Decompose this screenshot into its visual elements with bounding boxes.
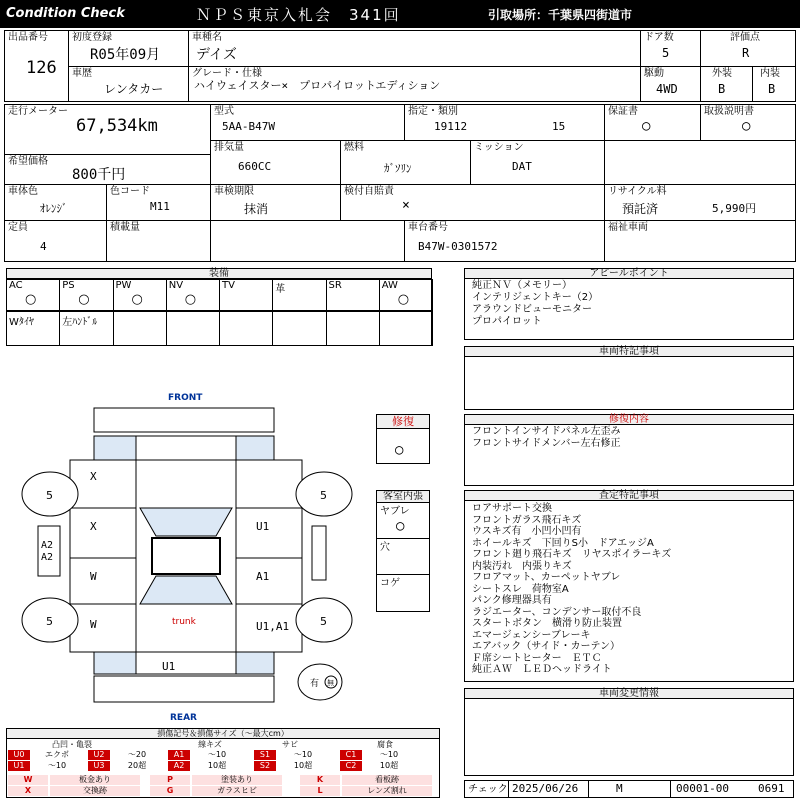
first-reg: R05年09月 — [90, 47, 161, 63]
recycle-status: 預託済 — [622, 202, 659, 216]
legend-desc: ガラスヒビ — [192, 786, 282, 796]
car-damage-diagram — [0, 386, 376, 726]
interior-tear-mark: ○ — [396, 518, 405, 534]
legend-group: 線キズ — [198, 740, 222, 749]
grade-label: グレード・仕様 — [192, 68, 262, 79]
capacity-label: 定員 — [8, 222, 28, 233]
legend-group: 腐食 — [377, 740, 393, 749]
equipment-label: PW — [115, 280, 132, 291]
exterior: B — [718, 82, 726, 96]
score-label: 評価点 — [730, 32, 760, 43]
legend-desc: ～10 — [207, 750, 227, 759]
pickup-location: 引取場所：千葉県四街道市 — [488, 8, 633, 22]
warranty-label: 保証書 — [608, 106, 638, 117]
equipment-mark: ○ — [397, 292, 410, 307]
legend-code: W — [8, 775, 48, 785]
first-reg-label: 初度登録 — [72, 32, 112, 43]
changes-title: 車両変更情報 — [465, 689, 793, 699]
equipment-cell-sr — [326, 279, 380, 311]
legend-code: C1 — [340, 750, 362, 760]
chassis-label: 車台番号 — [408, 222, 448, 233]
legend-code: U2 — [88, 750, 110, 760]
mark-rear-bumper: U1 — [162, 660, 176, 673]
legend-desc: ～20 — [127, 750, 147, 759]
price: 800千円 — [72, 167, 126, 183]
legend-code: U0 — [8, 750, 30, 760]
legend-code: X — [8, 786, 48, 796]
equipment-mark: ○ — [131, 292, 143, 307]
header-bar — [0, 0, 800, 28]
tax-label: 検付自賠責 — [344, 186, 394, 197]
mark-right-front-door: U1 — [256, 520, 270, 533]
mark-right-rear-fender: U1,A1 — [256, 620, 290, 633]
inspection: 抹消 — [244, 202, 269, 216]
type: 5AA-B47W — [222, 120, 275, 133]
equipment-cell-row2 — [272, 311, 326, 346]
drive: 4WD — [656, 82, 678, 96]
footer-code-1: 00001-00 — [676, 782, 729, 795]
legend-code: P — [150, 775, 190, 785]
mark-right-rear-door: A1 — [256, 570, 270, 583]
recycle-fee: 5,990円 — [712, 202, 757, 215]
interior-burn-label: コゲ — [380, 578, 400, 589]
check-label: チェック — [468, 784, 508, 795]
legend-desc: 10超 — [379, 761, 399, 770]
tire-fl: 5 — [46, 489, 53, 502]
legend-desc: 板金あり — [50, 775, 140, 785]
check-date: 2025/06/26 — [512, 782, 579, 795]
cert1: 19112 — [434, 120, 468, 133]
interior: B — [768, 82, 776, 96]
legend-desc: ～10 — [47, 761, 67, 770]
model-name: デイズ — [196, 47, 237, 63]
tax: × — [402, 198, 410, 213]
rear-label: REAR — [170, 713, 197, 723]
equipment-cell-nv — [166, 279, 220, 311]
equipment-label: 革 — [275, 284, 286, 295]
color-code: M11 — [150, 200, 170, 213]
equipment-cell-tv — [219, 279, 273, 311]
displacement-label: 排気量 — [214, 142, 244, 153]
equipment-mark: ○ — [25, 292, 37, 307]
mark-left-rear-door: W — [90, 570, 97, 583]
tire-rr: 5 — [320, 615, 327, 628]
equipment-label: AC — [9, 280, 23, 291]
tire-rl: 5 — [46, 615, 53, 628]
tire-fr: 5 — [320, 489, 327, 502]
equipment-cell-ac — [6, 279, 60, 311]
equipment-cell-ps — [59, 279, 113, 311]
legend-code: S2 — [254, 761, 276, 771]
legend-code: K — [300, 775, 340, 785]
load-label: 積載量 — [110, 222, 140, 233]
changes-box — [464, 688, 794, 776]
equipment-label: AW — [381, 280, 398, 291]
legend-code: L — [300, 786, 340, 796]
lot-no: 126 — [26, 58, 57, 78]
mission: DAT — [512, 160, 532, 173]
repair-text: フロントインサイドパネル左歪み フロントサイドメンバー左右修正 — [472, 426, 621, 449]
displacement: 660CC — [238, 160, 272, 173]
equipment-cell-row2 — [326, 311, 380, 346]
legend-code: U1 — [8, 761, 30, 771]
recycle-label: リサイクル料 — [608, 186, 667, 197]
sheet-title: Condition Check — [6, 6, 125, 21]
repair-history-title: 修復 — [377, 415, 429, 429]
mark-left-rear-fender: W — [90, 618, 97, 631]
legend-desc: 10超 — [293, 761, 313, 770]
interior-box-title: 客室内張 — [377, 491, 429, 503]
manual: ○ — [742, 118, 751, 134]
doors: 5 — [662, 46, 670, 60]
history: レンタカー — [104, 82, 164, 96]
interior-label: 内装 — [760, 68, 780, 79]
legend-desc: 交換跡 — [50, 786, 140, 796]
color-code-label: 色コード — [110, 186, 150, 197]
legend-code: G — [150, 786, 190, 796]
legend-code: A1 — [168, 750, 190, 760]
footer-code-2: 0691 — [758, 782, 785, 795]
color: ｵﾚﾝｼﾞ — [40, 202, 68, 215]
exterior-label: 外装 — [712, 68, 732, 79]
equipment-label: SR — [328, 280, 342, 291]
inspector: M — [616, 782, 623, 795]
legend-desc: ～10 — [293, 750, 313, 759]
legend-code: U3 — [88, 761, 110, 771]
inspection-notes-text: ロアサポート交換 フロントガラス飛石キズ ウスキズ有 小凹小凹有 ホイールキズ 下回りS小 ドアエッジA フロント廻り飛石キズ リヤスポイラーキズ 内装汚れ 内張りキズ フロアマット、カーペットヤブレ シートスレ 荷物室A パンク修理器具有 ラジエーター、コンデンサー取付不良 スタートボタン 横滑り防止装置 エマージェンシーブレーキ エアバック（サイド・カーテン） Ｆ席シートヒーター ＥＴＣ 純正ＡＷ ＬＥＤヘッドライト — [472, 503, 672, 675]
grade: ハイウェイスター× プロパイロットエディション — [194, 79, 441, 92]
equipment-label: Wﾀｲﾔ — [9, 317, 34, 328]
mark-left-front-door: X — [90, 520, 97, 533]
legend-code: A2 — [168, 761, 190, 771]
equipment-cell-row2 — [6, 311, 60, 346]
inspection-notes-title: 査定特記事項 — [465, 491, 793, 501]
score: R — [742, 46, 750, 60]
legend-desc: レンズ割れ — [342, 786, 432, 796]
legend-desc: 20超 — [127, 761, 147, 770]
chassis: B47W-0301572 — [418, 240, 498, 253]
welfare-label: 福祉車両 — [608, 222, 648, 233]
equipment-label: PS — [62, 280, 75, 291]
price-label: 希望価格 — [8, 156, 48, 167]
legend-title: 損傷記号＆損傷サイズ（～最大cm） — [7, 729, 439, 739]
legend-desc: 塗装あり — [192, 775, 282, 785]
model-name-label: 車種名 — [192, 32, 222, 43]
legend-desc: エクボ — [45, 750, 69, 759]
appeal-title: アピールポイント — [465, 269, 793, 279]
inspection-label: 車検期限 — [214, 186, 254, 197]
mark-left-front-fender: X — [90, 470, 97, 483]
mission-label: ミッション — [474, 142, 524, 153]
spare-label: 有 — [310, 679, 320, 689]
legend-group: 凸凹・亀裂 — [52, 740, 92, 749]
legend-desc: 看板跡 — [342, 775, 432, 785]
repair-title: 修復内容 — [465, 415, 793, 425]
legend-desc: 10超 — [207, 761, 227, 770]
legend-code: S1 — [254, 750, 276, 760]
mileage-label: 走行メーター — [8, 106, 68, 117]
type-label: 型式 — [214, 106, 234, 117]
cert2: 15 — [552, 120, 566, 133]
appeal-text: 純正ＮＶ（メモリー） インテリジェントキー（2） アラウンドビューモニター プロパイロット — [472, 280, 599, 327]
equipment-mark: ○ — [78, 292, 90, 307]
color-label: 車体色 — [8, 186, 38, 197]
repair-history-mark: ○ — [395, 442, 404, 458]
legend-desc: ～10 — [379, 750, 399, 759]
equipment-cell-row2 — [379, 311, 433, 346]
mark-left-side-2: A2 — [41, 552, 54, 563]
spare-mark: 無 — [327, 679, 334, 687]
equipment-mark: ○ — [184, 292, 197, 307]
interior-tear-label: ヤブレ — [380, 506, 410, 517]
equipment-cell-row2 — [166, 311, 220, 346]
cert-label: 指定・類別 — [408, 106, 458, 117]
equipment-cell-row2 — [113, 311, 167, 346]
lot-no-label: 出品番号 — [8, 32, 48, 43]
warranty: ○ — [642, 118, 651, 134]
mileage: 67,534km — [76, 116, 158, 136]
equipment-cell-row2 — [59, 311, 113, 346]
doors-label: ドア数 — [644, 32, 674, 43]
capacity: 4 — [40, 240, 47, 253]
legend-code: C2 — [340, 761, 362, 771]
drive-label: 駆動 — [644, 68, 664, 79]
equipment-label: TV — [222, 280, 235, 291]
fuel-label: 燃料 — [344, 142, 364, 153]
equipment-cell-pw — [113, 279, 167, 311]
mark-left-side-1: A2 — [41, 540, 54, 551]
trunk-label: trunk — [172, 617, 196, 627]
history-label: 車歴 — [72, 68, 92, 79]
equipment-cell-row2 — [219, 311, 273, 346]
manual-label: 取扱説明書 — [704, 106, 754, 117]
equipment-cell-aw — [379, 279, 433, 311]
equipment-label: NV — [168, 280, 184, 291]
auction-name: ＮＰＳ東京入札会 341回 — [196, 6, 401, 24]
interior-hole-label: 穴 — [380, 542, 390, 553]
fuel: ｶﾞｿﾘﾝ — [384, 162, 412, 175]
special-title: 車両特記事項 — [465, 347, 793, 357]
equipment-label: 左ﾊﾝﾄﾞﾙ — [62, 317, 98, 328]
equipment-title: 装備 — [7, 269, 431, 279]
legend-group: サビ — [282, 740, 298, 749]
front-label: FRONT — [168, 393, 203, 403]
equipment-cell-革 — [272, 279, 326, 311]
